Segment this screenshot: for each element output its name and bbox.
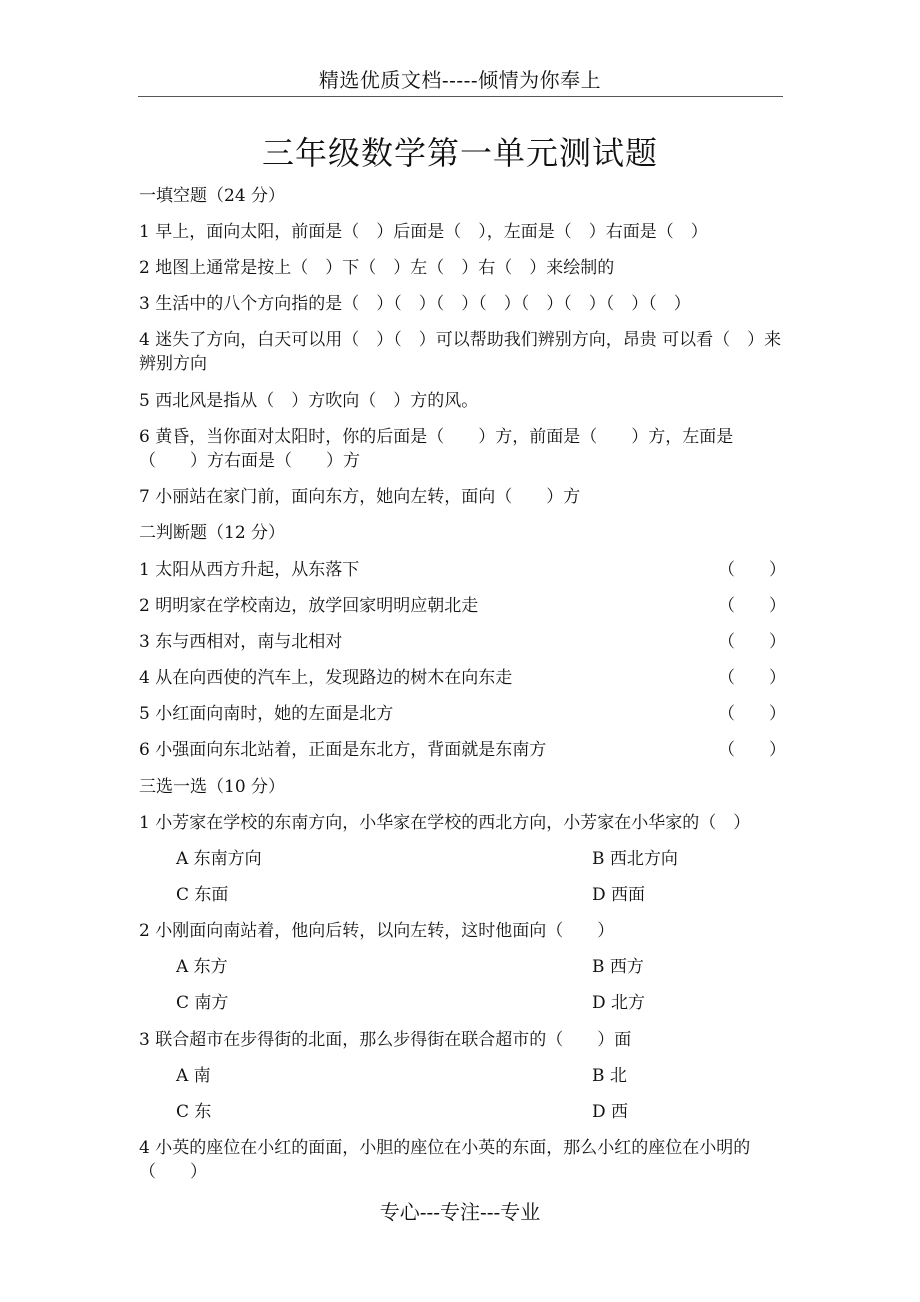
fill-question-4: 4 迷失了方向，白天可以用（ ）（ ）可以帮助我们辨别方向，昂贵 可以看（ ）来辨别方向 bbox=[139, 330, 782, 374]
fill-question-3: 3 生活中的八个方向指的是（ ）（ ）（ ）（ ）（ ）（ ）（ ）（ ） bbox=[139, 294, 691, 314]
fill-question-1: 1 早上，面向太阳，前面是（ ）后面是（ ），左面是（ ）右面是（ ） bbox=[139, 222, 708, 242]
judge-answer-box-4: （ ） bbox=[718, 668, 786, 688]
choice-3-option-c: C 东 bbox=[176, 1102, 212, 1122]
choice-3-option-d: D 西 bbox=[592, 1102, 629, 1122]
section-2-heading: 二判断题（12 分） bbox=[139, 523, 286, 543]
header-divider bbox=[138, 96, 783, 97]
section-3-heading: 三选一选（10 分） bbox=[139, 777, 286, 797]
judge-answer-box-3: （ ） bbox=[718, 632, 786, 652]
choice-1-option-c: C 东面 bbox=[176, 885, 229, 905]
choice-3-option-b: B 北 bbox=[592, 1066, 627, 1086]
judge-question-1: 1 太阳从西方升起，从东落下 bbox=[139, 560, 360, 580]
judge-question-2: 2 明明家在学校南边，放学回家明明应朝北走 bbox=[139, 596, 479, 616]
fill-question-2: 2 地图上通常是按上（ ）下（ ）左（ ）右（ ）来绘制的 bbox=[139, 258, 615, 278]
judge-answer-box-5: （ ） bbox=[718, 704, 786, 724]
page-footer: 专心---专注---专业 bbox=[379, 1200, 541, 1224]
judge-question-6: 6 小强面向东北站着，正面是东北方，背面就是东南方 bbox=[139, 740, 547, 760]
choice-question-3: 3 联合超市在步得街的北面，那么步得街在联合超市的（ ）面 bbox=[139, 1030, 632, 1050]
choice-2-option-a: A 东方 bbox=[176, 957, 228, 977]
fill-question-7: 7 小丽站在家门前，面向东方，她向左转，面向（ ）方 bbox=[139, 487, 581, 507]
choice-3-option-a: A 南 bbox=[176, 1066, 211, 1086]
judge-answer-box-6: （ ） bbox=[718, 740, 786, 760]
page-header: 精选优质文档-----倾情为你奉上 bbox=[318, 68, 602, 92]
choice-question-2: 2 小刚面向南站着，他向后转，以向左转，这时他面向（ ） bbox=[139, 921, 615, 941]
judge-question-3: 3 东与西相对，南与北相对 bbox=[139, 632, 343, 652]
choice-question-1: 1 小芳家在学校的东南方向，小华家在学校的西北方向，小芳家在小华家的（ ） bbox=[139, 813, 751, 833]
choice-2-option-c: C 南方 bbox=[176, 993, 229, 1013]
document-title: 三年级数学第一单元测试题 bbox=[261, 134, 658, 172]
choice-1-option-b: B 西北方向 bbox=[592, 849, 678, 869]
choice-2-option-b: B 西方 bbox=[592, 957, 644, 977]
choice-2-option-d: D 北方 bbox=[592, 993, 646, 1013]
judge-question-5: 5 小红面向南时，她的左面是北方 bbox=[139, 704, 394, 724]
fill-question-5: 5 西北风是指从（ ）方吹向（ ）方的风。 bbox=[139, 391, 479, 411]
choice-question-4: 4 小英的座位在小红的面面，小胆的座位在小英的东面，那么小红的座位在小明的（ ） bbox=[139, 1138, 751, 1182]
judge-question-4: 4 从在向西使的汽车上，发现路边的树木在向东走 bbox=[139, 668, 513, 688]
choice-1-option-a: A 东南方向 bbox=[176, 849, 262, 869]
judge-answer-box-2: （ ） bbox=[718, 596, 786, 616]
judge-answer-box-1: （ ） bbox=[718, 560, 786, 580]
choice-1-option-d: D 西面 bbox=[592, 885, 646, 905]
section-1-heading: 一填空题（24 分） bbox=[139, 186, 286, 206]
fill-question-6: 6 黄昏，当你面对太阳时，你的后面是（ ）方，前面是（ ）方，左面是（ ）方右面是（ ）方 bbox=[139, 427, 734, 471]
